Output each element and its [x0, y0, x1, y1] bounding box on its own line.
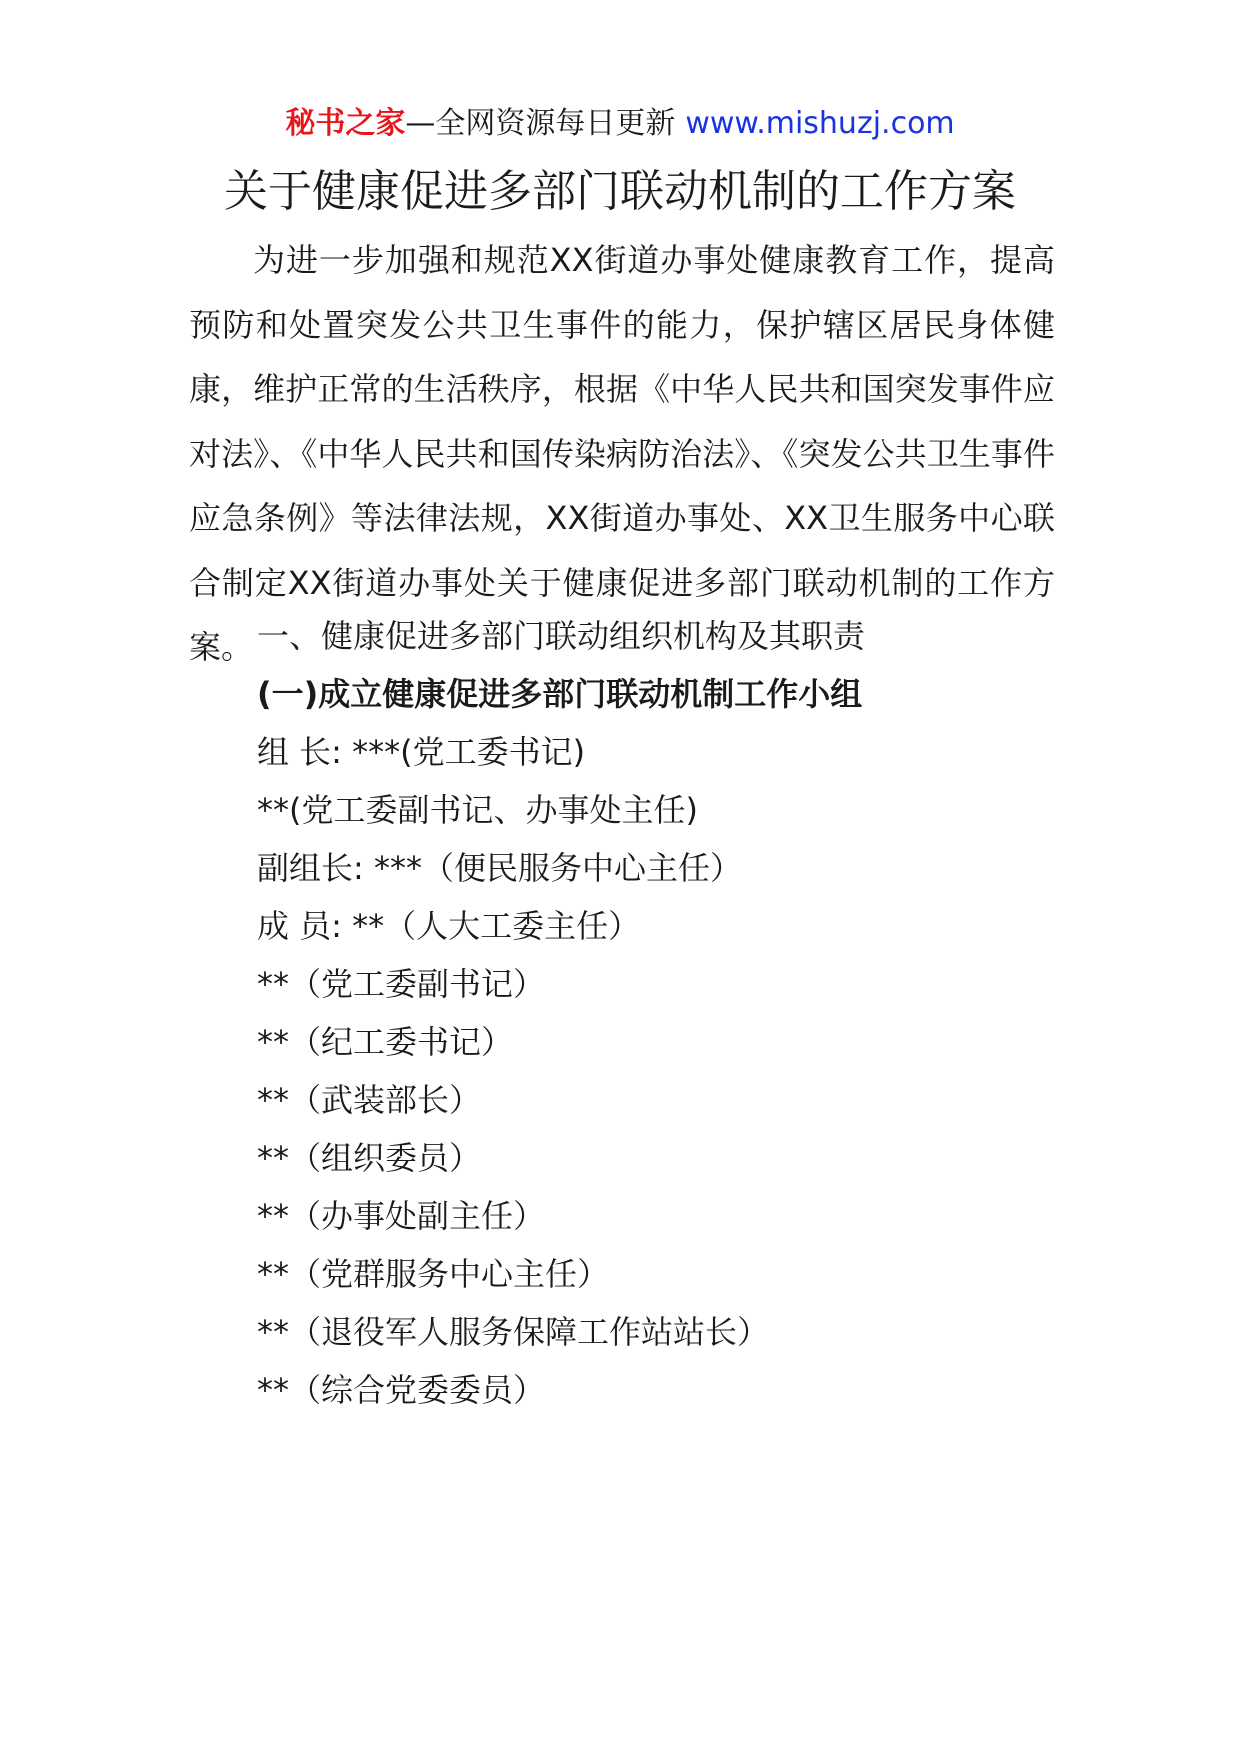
member-line: **（党工委副书记） — [257, 965, 546, 1003]
member-line: **（党群服务中心主任） — [257, 1255, 610, 1293]
site-header — [0, 104, 1240, 144]
header-slogan: —全网资源每日更新 — [405, 106, 676, 141]
member-line: **（组织委员） — [257, 1139, 482, 1177]
member-line: **（退役军人服务保障工作站站长） — [257, 1313, 770, 1351]
intro-paragraph: 为进一步加强和规范XX街道办事处健康教育工作，提高预防和处置突发公共卫生事件的能力，保护辖区居民身体健康，维护正常的生活秩序，根据《中华人民共和国突发事件应对法》、《中华人民共和国传染病防治法》、《突发公共卫生事件应急条例》等法律法规，XX街道办事处、XX卫生服务中心联合制定XX街道办事处关于健康促进多部门联动机制的工作方案。 — [189, 241, 1055, 666]
member-line: 成 员: **（人大工委主任） — [257, 907, 641, 945]
subsection-heading: (一)成立健康促进多部门联动机制工作小组 — [257, 675, 863, 713]
member-line: **（武装部长） — [257, 1081, 482, 1119]
section-heading: 一、健康促进多部门联动组织机构及其职责 — [257, 617, 866, 655]
brand-name: 秘书之家 — [285, 106, 406, 141]
member-line: **（综合党委委员） — [257, 1371, 546, 1409]
member-line: 副组长: ***（便民服务中心主任） — [257, 849, 742, 887]
website-link[interactable]: www.mishuzj.com — [685, 106, 955, 141]
document-title: 关于健康促进多部门联动机制的工作方案 — [224, 166, 1016, 217]
member-line: **（办事处副主任） — [257, 1197, 546, 1235]
member-line: 组 长: ***(党工委书记) — [257, 733, 586, 771]
member-line: **(党工委副书记、办事处主任) — [257, 791, 698, 829]
member-line: **（纪工委书记） — [257, 1023, 514, 1061]
